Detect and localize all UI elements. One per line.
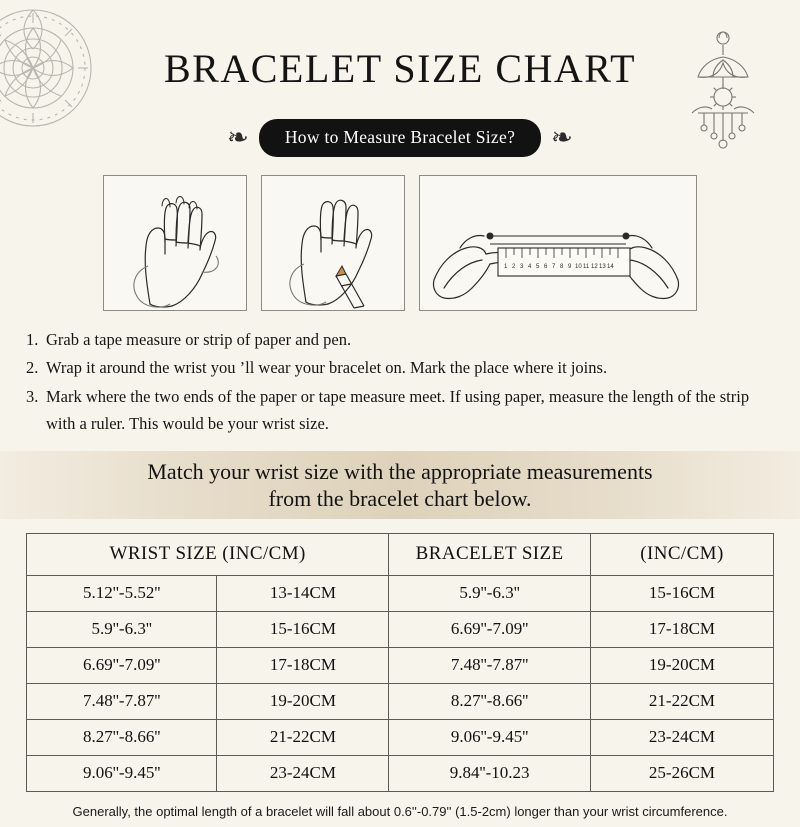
bracelet-size-chart-page [0, 27, 800, 827]
cell-bracelet-inch: 7.48''-7.87'' [389, 648, 591, 684]
header-wrist-size: WRIST SIZE (INC/CM) [27, 534, 389, 576]
svg-text:3: 3 [520, 263, 524, 270]
footnote: Generally, the optimal length of a bracelet will fall about 0.6''-0.79'' (1.5-2cm) longer than your wrist circumference. [72, 804, 728, 820]
svg-text:9: 9 [568, 263, 572, 270]
table-row [27, 756, 774, 792]
subtitle-pill: How to Measure Bracelet Size? [259, 119, 541, 157]
cell-wrist-cm: 21-22CM [217, 720, 389, 756]
flourish-right-icon: ❧ [551, 122, 573, 153]
table-header [27, 534, 774, 576]
list-item [26, 384, 774, 437]
svg-text:4: 4 [528, 263, 532, 270]
cell-wrist-cm: 15-16CM [217, 612, 389, 648]
cell-bracelet-cm: 21-22CM [590, 684, 773, 720]
list-item [26, 327, 774, 354]
page-title: BRACELET SIZE CHART [163, 45, 637, 91]
table-body [27, 576, 774, 792]
cell-bracelet-inch: 8.27''-8.66'' [389, 684, 591, 720]
table-header-row [27, 534, 774, 576]
match-banner [0, 451, 800, 519]
table-row [27, 684, 774, 720]
table-row [27, 720, 774, 756]
cell-bracelet-cm: 25-26CM [590, 756, 773, 792]
subtitle-row [0, 119, 800, 157]
svg-text:12: 12 [591, 263, 598, 270]
cell-bracelet-cm: 15-16CM [590, 576, 773, 612]
cell-wrist-cm: 19-20CM [217, 684, 389, 720]
cell-bracelet-inch: 6.69''-7.09'' [389, 612, 591, 648]
svg-text:2: 2 [512, 263, 516, 270]
cell-wrist-cm: 23-24CM [217, 756, 389, 792]
banner-text [127, 458, 672, 513]
illustration-two-hands-measuring-strip-with-ruler [419, 175, 697, 311]
svg-text:11: 11 [583, 263, 590, 270]
svg-text:13: 13 [599, 263, 606, 270]
list-item [26, 355, 774, 382]
svg-text:6: 6 [544, 263, 548, 270]
cell-wrist-inch: 5.12''-5.52'' [27, 576, 217, 612]
illustration-hand-with-paper-strip-and-pen [261, 175, 405, 311]
step-number: 1. [26, 329, 39, 349]
banner-line-1: Match your wrist size with the appropriate measurements [147, 458, 653, 484]
flourish-left-icon: ❧ [227, 122, 249, 153]
table-row [27, 648, 774, 684]
svg-text:7: 7 [552, 263, 556, 270]
size-table [26, 533, 774, 792]
cell-wrist-inch: 6.69''-7.09'' [27, 648, 217, 684]
step-number: 3. [26, 387, 39, 407]
header-bracelet-size: BRACELET SIZE [389, 534, 591, 576]
step-text: Wrap it around the wrist you ’ll wear your bracelet on. Mark the place where it joins. [46, 358, 608, 378]
header-bracelet-unit: (INC/CM) [590, 534, 773, 576]
cell-bracelet-inch: 9.84''-10.23 [389, 756, 591, 792]
cell-wrist-inch: 5.9''-6.3'' [27, 612, 217, 648]
svg-text:8: 8 [560, 263, 564, 270]
cell-wrist-cm: 17-18CM [217, 648, 389, 684]
cell-bracelet-cm: 19-20CM [590, 648, 773, 684]
step-text: Mark where the two ends of the paper or tape measure meet. If using paper, measure the length of the strip with a ruler. This would be your wrist size. [46, 387, 750, 433]
banner-line-2: from the bracelet chart below. [268, 486, 532, 512]
instruction-steps [26, 327, 774, 438]
cell-wrist-inch: 7.48''-7.87'' [27, 684, 217, 720]
cell-wrist-inch: 8.27''-8.66'' [27, 720, 217, 756]
size-table-wrap [26, 533, 774, 792]
cell-wrist-inch: 9.06''-9.45'' [27, 756, 217, 792]
cell-bracelet-cm: 17-18CM [590, 612, 773, 648]
table-row [27, 612, 774, 648]
cell-bracelet-inch: 9.06''-9.45'' [389, 720, 591, 756]
illustration-hand-with-tape-strip [103, 175, 247, 311]
svg-text:1: 1 [504, 263, 508, 270]
svg-text:10: 10 [575, 263, 582, 270]
svg-text:5: 5 [536, 263, 540, 270]
illustration-row [0, 175, 800, 311]
table-row [27, 576, 774, 612]
cell-bracelet-inch: 5.9''-6.3'' [389, 576, 591, 612]
step-number: 2. [26, 358, 39, 378]
cell-wrist-cm: 13-14CM [217, 576, 389, 612]
svg-text:14: 14 [607, 263, 614, 270]
step-text: Grab a tape measure or strip of paper and pen. [46, 329, 352, 349]
cell-bracelet-cm: 23-24CM [590, 720, 773, 756]
